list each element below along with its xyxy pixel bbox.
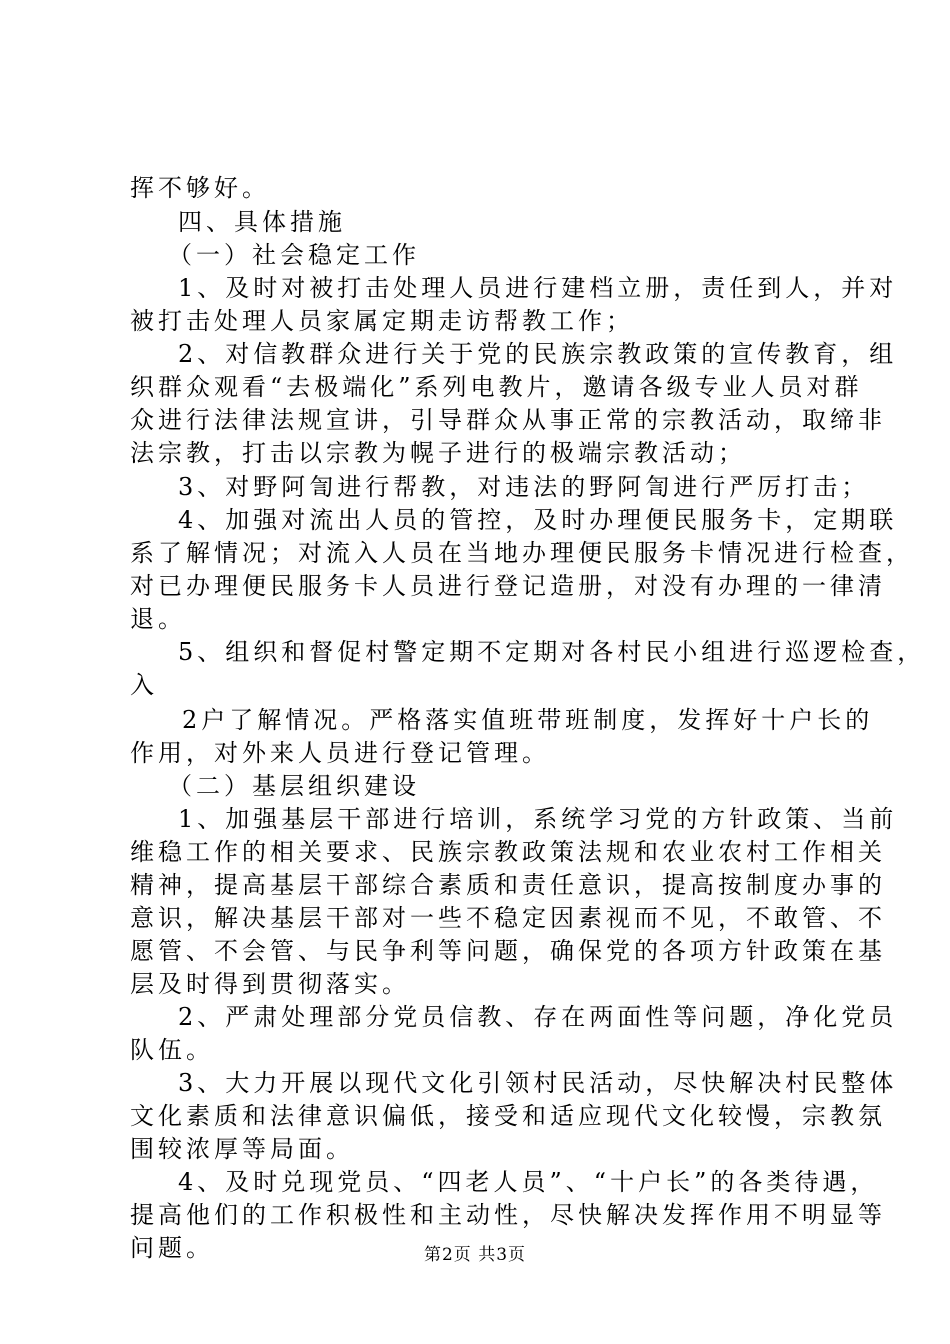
page-footer: 第2页 共3页 <box>423 1245 527 1265</box>
text-line: 被打击处理人员家属定期走访帮教工作； <box>130 307 634 335</box>
text-line: 众进行法律法规宣讲，引导群众从事正常的宗教活动，取缔非 <box>130 406 886 434</box>
text-line: 2、对信教群众进行关于党的民族宗教政策的宣传教育，组 <box>178 340 898 368</box>
text-line: 问题。 <box>130 1234 214 1262</box>
text-line: 愿管、不会管、与民争利等问题，确保党的各项方针政策在基 <box>130 937 886 965</box>
text-line: 2户了解情况。严格落实值班带班制度，发挥好十户长的 <box>182 706 874 734</box>
subsection-heading: （二）基层组织建设 <box>168 772 420 800</box>
text-line: 1、加强基层干部进行培训，系统学习党的方针政策、当前 <box>178 805 898 833</box>
text-line: 4、及时兑现党员、“四老人员”、“十户长”的各类待遇， <box>178 1168 879 1196</box>
text-line: 1、及时对被打击处理人员进行建档立册，责任到人，并对 <box>178 274 898 302</box>
text-line: 2、严肃处理部分党员信教、存在两面性等问题，净化党员 <box>178 1003 898 1031</box>
text-line: 挥不够好。 <box>130 174 270 202</box>
text-line: 4、加强对流出人员的管控，及时办理便民服务卡，定期联 <box>178 506 898 534</box>
text-line: 系了解情况；对流入人员在当地办理便民服务卡情况进行检查， <box>130 539 914 567</box>
text-line: 作用，对外来人员进行登记管理。 <box>130 739 550 767</box>
text-line: 队伍。 <box>130 1036 214 1064</box>
subsection-heading: （一）社会稳定工作 <box>168 241 420 269</box>
text-line: 层及时得到贯彻落实。 <box>130 970 410 998</box>
text-line: 围较浓厚等局面。 <box>130 1135 354 1163</box>
text-line: 法宗教，打击以宗教为幌子进行的极端宗教活动； <box>130 439 746 467</box>
text-line: 5、组织和督促村警定期不定期对各村民小组进行巡逻检查， <box>178 638 926 666</box>
text-line: 入 <box>130 671 158 699</box>
text-line: 对已办理便民服务卡人员进行登记造册，对没有办理的一律清 <box>130 572 886 600</box>
text-line: 提高他们的工作积极性和主动性，尽快解决发挥作用不明显等 <box>130 1201 886 1229</box>
text-line: 意识，解决基层干部对一些不稳定因素视而不见，不敢管、不 <box>130 904 886 932</box>
text-line: 精神，提高基层干部综合素质和责任意识，提高按制度办事的 <box>130 871 886 899</box>
text-line: 退。 <box>130 605 186 633</box>
text-line: 织群众观看“去极端化”系列电教片，邀请各级专业人员对群 <box>130 373 863 401</box>
text-line: 维稳工作的相关要求、民族宗教政策法规和农业农村工作相关 <box>130 838 886 866</box>
text-line: 文化素质和法律意识偏低，接受和适应现代文化较慢，宗教氛 <box>130 1102 886 1130</box>
text-line: 3、大力开展以现代文化引领村民活动，尽快解决村民整体 <box>178 1069 898 1097</box>
text-line: 3、对野阿訇进行帮教，对违法的野阿訇进行严厉打击； <box>178 473 870 501</box>
section-heading: 四、具体措施 <box>178 208 346 236</box>
